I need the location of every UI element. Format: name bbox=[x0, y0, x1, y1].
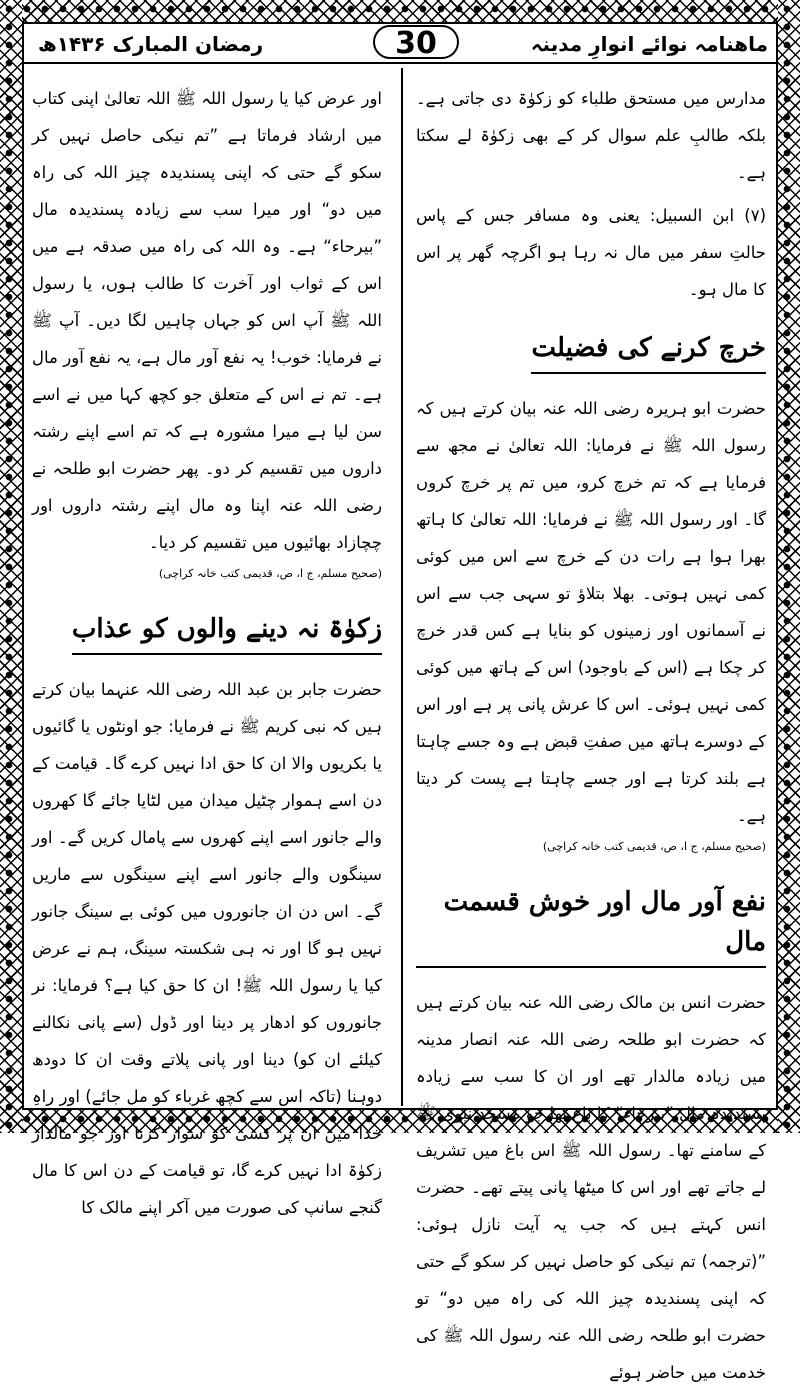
section-heading-zakat-punishment: زکوٰۃ نہ دینے والوں کو عذاب bbox=[72, 609, 382, 655]
column-divider bbox=[401, 68, 403, 1106]
hadith-paragraph-abu-talha: حضرت انس بن مالک رضی اللہ عنہ بیان کرتے ہیں کہ حضرت ابو طلحہ رضی اللہ عنہ انصار مدینہ میں زیادہ مالدار تھے اور ان کا سب سے زیادہ پسندیدہ مال ”بیرحاء“ کا باغ تھا جو مسجد نبوی ﷺ کے سامنے تھا۔ رسول اللہ ﷺ اس باغ میں تشریف لے جاتے تھے اور اس کا میٹھا پانی پیتے تھے۔ حضرت انس کہتے ہیں کہ جب یہ آیت نازل ہوئی: ”(ترجمہ) تم نیکی کو حاصل نہیں کر سکو گے حتی کہ اپنی پسندیدہ چیز اللہ کی راہ میں دو“ تو حضرت ابو طلحہ رضی اللہ عنہ رسول اللہ ﷺ کی خدمت میں حاضر ہوئے bbox=[416, 993, 766, 1382]
hadith-paragraph-spending: حضرت ابو ہریرہ رضی اللہ عنہ بیان کرتے ہیں کہ رسول اللہ ﷺ نے فرمایا: اللہ تعالیٰ نے مجھ سے فرمایا ہے کہ تم خرچ کرو، میں تم پر خرچ کروں گا۔ اور رسول اللہ ﷺ نے فرمایا: اللہ تعالیٰ کا ہاتھ بھرا ہوا ہے رات دن کے خرچ سے اس میں کوئی کمی نہیں ہوتی۔ بھلا بتلاؤ تو سہی جب سے اس نے آسمانوں اور زمینوں کو بنایا ہے کس قدر خرچ کر چکا ہے (اس کے باوجود) اس کے ہاتھ میں کوئی کمی نہیں ہوئی۔ اس کا عرش پانی پر ہے اور اس کے دوسرے ہاتھ میں صفتِ قبض ہے وہ جسے چاہتا ہے بلند کرتا ہے اور جسے چاہتا ہے پست کر دیتا ہے۔ bbox=[416, 399, 766, 825]
page-number: 30 bbox=[373, 25, 459, 59]
continuation-paragraph: اور عرض کیا یا رسول اللہ ﷺ اللہ تعالیٰ اپنی کتاب میں ارشاد فرماتا ہے ”تم نیکی حاصل نہیں کر سکو گے حتی کہ اپنی پسندیدہ چیز اللہ کی راہ میں دو“ اور میرا سب سے زیادہ پسندیدہ مال ”بیرحاء“ ہے۔ وہ اللہ کی راہ میں صدقہ ہے میں اس کے ثواب اور آخرت کا طالب ہوں، یا رسول اللہ ﷺ آپ اس کو جہاں چاہیں لگا دیں۔ آپ ﷺ نے فرمایا: خوب! یہ نفع آور مال ہے، یہ نفع آور مال ہے۔ تم نے اس کے متعلق جو کچھ کہا میں نے اسے سن لیا ہے میرا مشورہ ہے کہ تم اسے اپنے رشتہ داروں میں تقسیم کر دو۔ پھر حضرت ابو طلحہ نے رضی اللہ عنہ اپنا وہ مال اپنے رشتہ داروں اور چچازاد بھائیوں میں تقسیم کر دیا۔ bbox=[32, 89, 382, 552]
ibn-sabil-paragraph: (۷) ابن السبیل: یعنی وہ مسافر جس کے پاس حالتِ سفر میں مال نہ رہا ہو اگرچہ گھر پر اس کا مال ہو۔ bbox=[416, 206, 766, 299]
intro-paragraph: مدارس میں مستحق طلباء کو زکوٰۃ دی جاتی ہے۔ بلکہ طالبِ علم سوال کر کے بھی زکوٰۃ لے سکتا ہے۔ bbox=[416, 89, 766, 182]
left-column bbox=[32, 80, 382, 1217]
citation-spending: (صحیح مسلم، ج ا، ص، قدیمی کتب خانہ کراچی) bbox=[542, 840, 766, 853]
citation-abu-talha: (صحیح مسلم، ج ا، ص، قدیمی کتب خانہ کراچی) bbox=[158, 567, 382, 580]
ornamental-border-right bbox=[778, 0, 800, 1133]
issue-date: رمضان المبارک ۱۴۳۶ھ bbox=[38, 32, 264, 56]
ornamental-border-left bbox=[0, 0, 22, 1133]
right-column bbox=[416, 80, 766, 1382]
magazine-title: ماھنامہ نوائے انوارِ مدینہ bbox=[530, 32, 768, 56]
page-header bbox=[24, 24, 776, 64]
hadith-paragraph-zakat: حضرت جابر بن عبد اللہ رضی اللہ عنہما بیان کرتے ہیں کہ نبی کریم ﷺ نے فرمایا: جو اونٹوں یا گائیوں یا بکریوں والا ان کا حق ادا نہیں کرے گا۔ قیامت کے دن اسے ہموار چٹیل میدان میں لٹایا جائے گا کھروں والے جانور اسے اپنے کھروں سے پامال کریں گے۔ اور سینگوں والے جانور اسے اپنے سینگوں سے ماریں گے۔ اس دن ان جانوروں میں کوئی بے سینگ جانور نہیں ہو گا اور نہ ہی شکستہ سینگ، ہم نے عرض کیا یا رسول اللہ ﷺ! ان کا حق کیا ہے؟ فرمایا: نر جانوروں کو ادھار پر دینا اور ڈول (سے پانی نکالنے کیلئے ان کو) دینا اور پانی پلاتے وقت ان کا دودھ دوہنا (تاکہ اس سے کچھ غرباء کو مل جائے) اور راہِ خدا میں ان پر کسی کو سوار کرنا اور جو مالدار زکوٰۃ ادا نہیں کرے گا، تو قیامت کے دن اس کا مال گنجے سانپ کی صورت میں آکر اپنے مالک کا bbox=[32, 680, 382, 1217]
header-rule bbox=[24, 62, 776, 64]
section-heading-beneficial-wealth: نفع آور مال اور خوش قسمت مال bbox=[416, 882, 766, 968]
section-heading-spending-virtue: خرچ کرنے کی فضیلت bbox=[531, 328, 766, 374]
ornamental-border-top bbox=[0, 0, 800, 22]
